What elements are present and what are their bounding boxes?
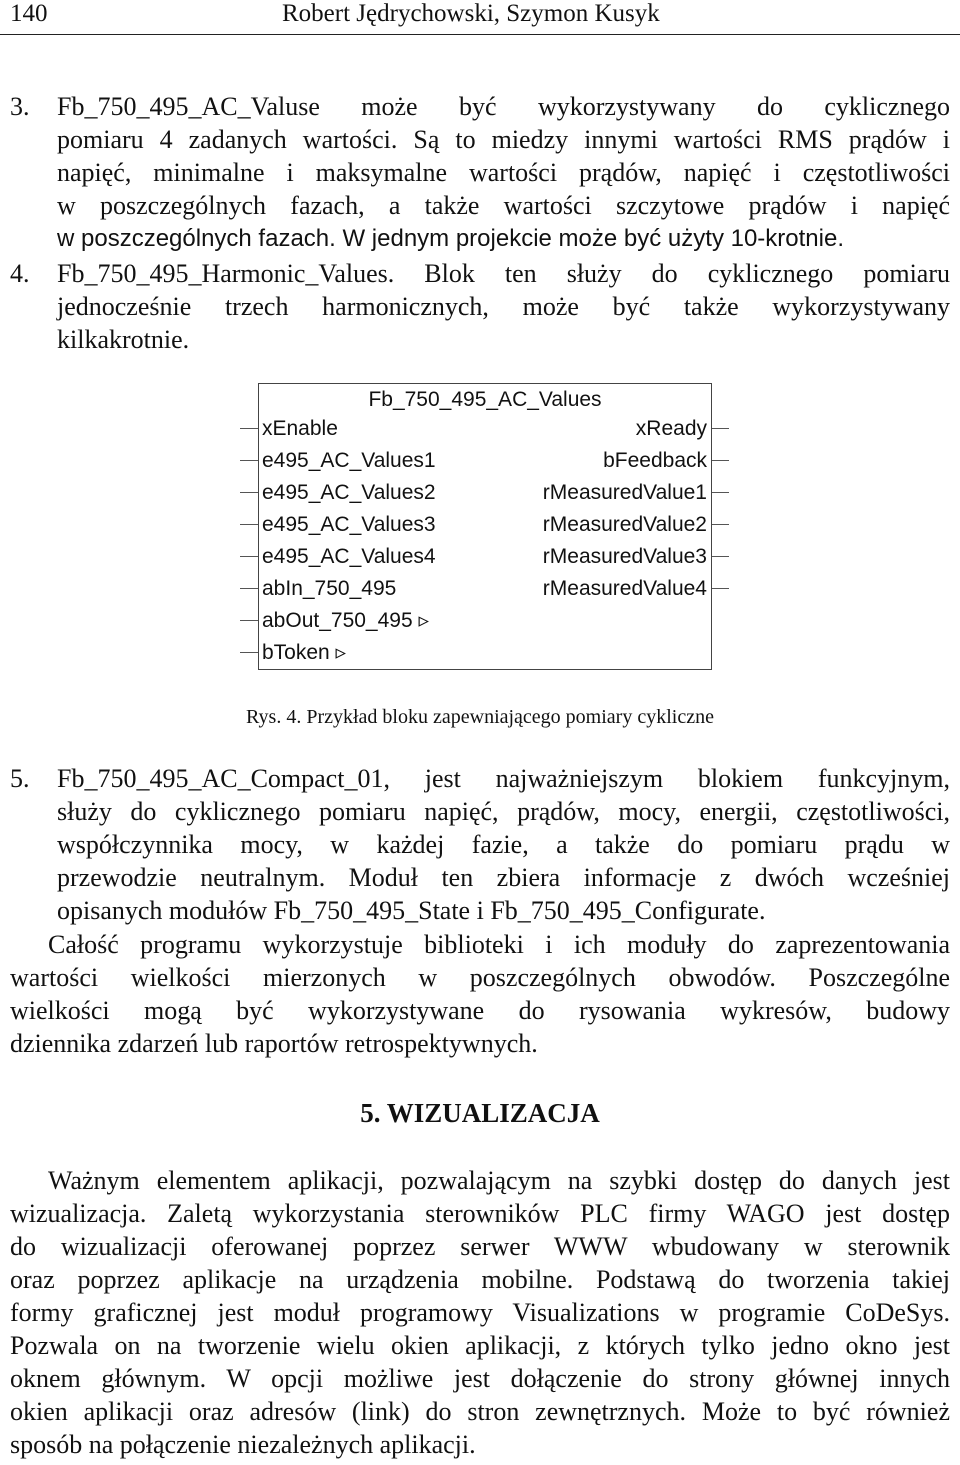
output-lead (711, 460, 729, 461)
paragraph-line: do wizualizacji oferowanej poprzez serwer WWW wbudowany w sterownik (10, 1232, 950, 1261)
item-4-line: kilkakrotnie. (57, 325, 190, 354)
running-head-authors: Robert Jędrychowski, Szymon Kusyk (282, 0, 660, 27)
input-lead (240, 524, 258, 525)
item-3-line: napięć, minimalne i maksymalne wartości prądów, napięć i częstotliwości (57, 158, 950, 187)
input-lead (240, 556, 258, 557)
input-lead (240, 620, 258, 621)
input-pin: bToken ▹ (262, 641, 347, 664)
item-3-line: Fb_750_495_AC_Valuse może być wykorzystywany do cyklicznego (57, 92, 950, 121)
page-header (0, 0, 960, 35)
output-pin: rMeasuredValue1 (542, 481, 707, 504)
paragraph-line: sposób na połączenie niezależnych aplikacji. (10, 1430, 476, 1459)
input-pin: xEnable (262, 417, 338, 440)
output-pin: xReady (635, 417, 707, 440)
paragraph-line: wielkości mogą być wykorzystywane do rysowania wykresów, budowy (10, 996, 950, 1025)
paragraph-line: okien aplikacji oraz adresów (link) do stron zewnętrznych. Może to być również (10, 1397, 950, 1426)
function-block-box (258, 383, 712, 670)
output-lead (711, 588, 729, 589)
input-pin: e495_AC_Values3 (262, 513, 436, 536)
input-pin: abOut_750_495 ▹ (262, 609, 430, 632)
input-pin: e495_AC_Values2 (262, 481, 436, 504)
item-5-line: służy do cyklicznego pomiaru napięć, prądów, mocy, energii, częstotliwości, (57, 797, 950, 826)
item-5-line: przewodzie neutralnym. Moduł ten zbiera informacje z dwóch wcześniej (57, 863, 950, 892)
input-pin: abIn_750_495 (262, 577, 397, 600)
input-pin: e495_AC_Values4 (262, 545, 436, 568)
output-lead (711, 524, 729, 525)
item-5-line: współczynnika mocy, w każdej fazie, a także do pomiaru prądu w (57, 830, 950, 859)
paragraph-line: formy graficznej jest moduł programowy Visualizations w programie CoDeSys. (10, 1298, 950, 1327)
item-3-label: 3. (10, 92, 30, 121)
item-3-line: pomiaru 4 zadanych wartości. Są to miedzy innymi wartości RMS prądów i (57, 125, 950, 154)
paragraph-line: Całość programu wykorzystuje biblioteki i ich moduły do zaprezentowania (48, 930, 950, 959)
item-5-line: opisanych modułów Fb_750_495_State i Fb_750_495_Configurate. (57, 896, 766, 925)
output-lead (711, 492, 729, 493)
output-pin: rMeasuredValue3 (542, 545, 707, 568)
paragraph-line: wizualizacja. Zaletą wykorzystania sterowników PLC firmy WAGO jest dostęp (10, 1199, 950, 1228)
item-3-line: w poszczególnych fazach, a także wartości szczytowe prądów i napięć (57, 191, 950, 220)
paragraph-line: dziennika zdarzeń lub raportów retrospektywnych. (10, 1029, 538, 1058)
item-4-label: 4. (10, 259, 30, 288)
input-lead (240, 652, 258, 653)
input-lead (240, 492, 258, 493)
item-3-line: w poszczególnych fazach. W jednym projekcie może być użyty 10-krotnie. (57, 225, 844, 252)
section-heading: 5. WIZUALIZACJA (360, 1098, 600, 1128)
input-lead (240, 460, 258, 461)
item-5-line: Fb_750_495_AC_Compact_01, jest najważniejszym blokiem funkcyjnym, (57, 764, 950, 793)
paragraph-line: wartości wielkości mierzonych w poszczególnych obwodów. Poszczególne (10, 963, 950, 992)
output-lead (711, 556, 729, 557)
item-5-label: 5. (10, 764, 30, 793)
input-lead (240, 588, 258, 589)
block-title: Fb_750_495_AC_Values (368, 388, 602, 411)
input-lead (240, 428, 258, 429)
item-4-line: Fb_750_495_Harmonic_Values. Blok ten służy do cyklicznego pomiaru (57, 259, 950, 288)
output-lead (711, 428, 729, 429)
item-4-line: jednocześnie trzech harmonicznych, może być także wykorzystywany (57, 292, 950, 321)
output-pin: bFeedback (603, 449, 707, 472)
paragraph-line: Ważnym elementem aplikacji, pozwalającym na szybki dostęp do danych jest (48, 1166, 950, 1195)
input-pin: e495_AC_Values1 (262, 449, 436, 472)
output-pin: rMeasuredValue4 (542, 577, 707, 600)
output-pin: rMeasuredValue2 (542, 513, 707, 536)
paragraph-line: Pozwala on na tworzenie wielu okien aplikacji, z których tylko jedno okno jest (10, 1331, 950, 1360)
page-number: 140 (10, 0, 48, 27)
paragraph-line: oraz poprzez aplikacje na urządzenia mobilne. Podstawą do tworzenia takiej (10, 1265, 950, 1294)
figure-caption: Rys. 4. Przykład bloku zapewniającego pomiary cykliczne (246, 706, 714, 728)
paragraph-line: oknem głównym. W opcji możliwe jest dołączenie do strony głównej innych (10, 1364, 950, 1393)
